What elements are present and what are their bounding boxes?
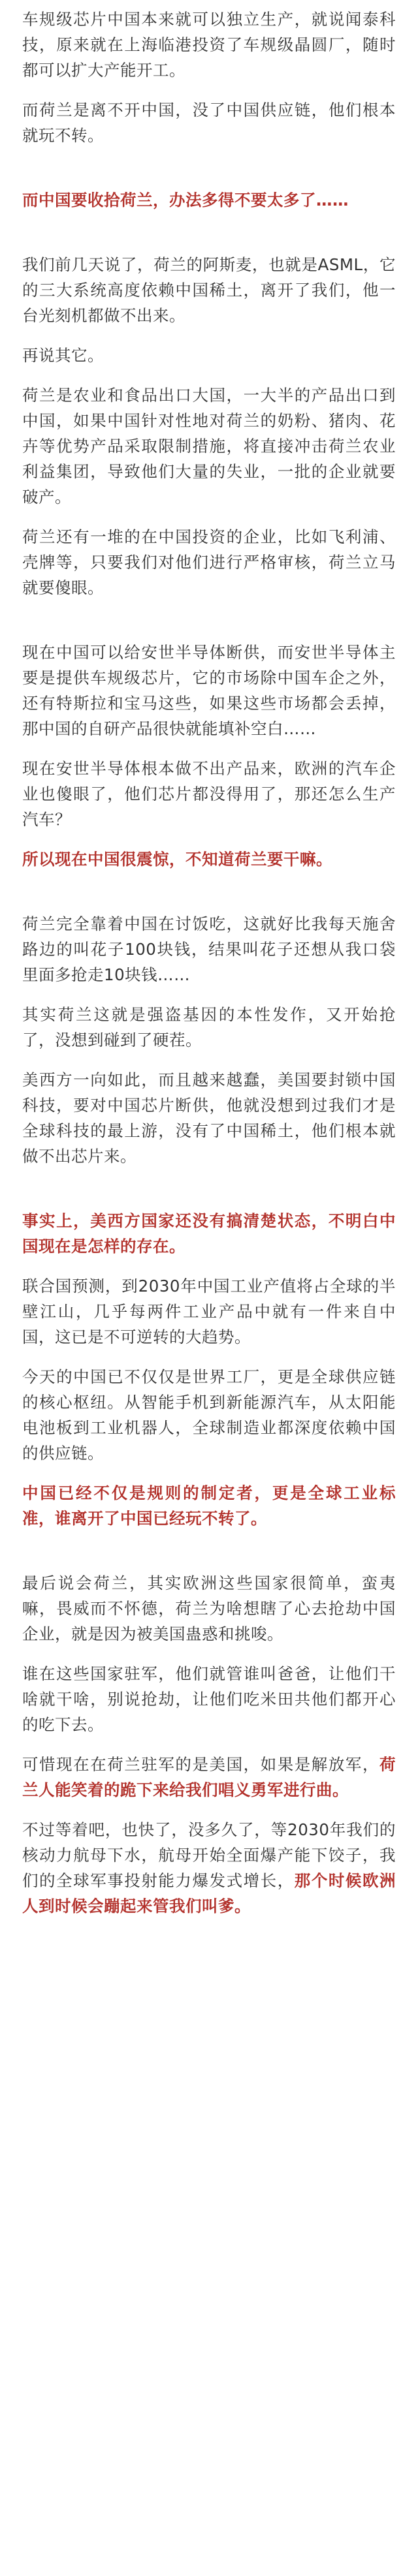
section-spacer	[22, 600, 396, 640]
paragraph-spacer	[22, 1053, 396, 1067]
highlight-heading: 中国已经不仅是规则的制定者，更是全球工业标准，谁离开了中国已经玩不转了。	[22, 1483, 396, 1528]
paragraph-spacer	[22, 1803, 396, 1817]
paragraph-spacer	[22, 987, 396, 1002]
highlight-inline: 荷兰人能笑着的跪下来给我们唱义勇军进行曲。	[22, 1755, 396, 1799]
paragraph-mixed	[22, 1817, 396, 1919]
paragraph-spacer	[22, 1737, 396, 1752]
paragraph: 其实荷兰这就是强盗基因的本性发作，又开始抢了，没想到碰到了硬茬。	[22, 1005, 396, 1049]
paragraph-spacer	[22, 368, 396, 382]
paragraph-spacer	[22, 1350, 396, 1364]
paragraph: 再说其它。	[22, 346, 104, 365]
paragraph-spacer	[22, 1647, 396, 1661]
paragraph: 车规级芯片中国本来就可以独立生产，就说闻泰科技，原来就在上海临港投资了车规级晶圆厂，随时都可以扩大产能开工。	[22, 10, 396, 80]
paragraph: 荷兰完全靠着中国在讨饭吃，这就好比我每天施舍路边的叫花子100块钱，结果叫花子还想从我口袋里面多抢走10块钱……	[22, 914, 396, 984]
highlight-heading: 所以现在中国很震惊，不知道荷兰要干嘛。	[22, 850, 332, 869]
paragraph: 今天的中国已不仅仅是世界工厂，更是全球供应链的核心枢纽。从智能手机到新能源汽车，从太阳能电池板到工业机器人，全球制造业都深度依赖中国的供应链。	[22, 1367, 396, 1463]
paragraph: 现在中国可以给安世半导体断供，而安世半导体主要是提供车规级芯片，它的市场除中国车企之外，还有特斯拉和宝马这些，如果这些市场都会丢掉，那中国的自研产品很快就能填补空白……	[22, 643, 396, 738]
section-spacer	[22, 1169, 396, 1208]
highlight-inline: 那个时候欧洲人到时候会蹦起来管我们叫爹。	[22, 1871, 396, 1916]
paragraph-spacer	[22, 832, 396, 846]
paragraph: 荷兰是农业和食品出口大国，一大半的产品出口到中国，如果中国针对性地对荷兰的奶粉、猪肉、花卉等优势产品采取限制措施，将直接冲击荷兰农业利益集团，导致他们大量的失业，一批的企业就要破产。	[22, 386, 396, 506]
paragraph-spacer	[22, 83, 396, 97]
section-spacer	[22, 1531, 396, 1570]
paragraph-spacer	[22, 1259, 396, 1273]
paragraph-text: 不过等着吧，也快了，没多久了，等2030年我们的核动力航母下水，航母开始全面爆产能下饺子，我们的全球军事投射能力爆发式增长，	[22, 1820, 396, 1890]
paragraph-spacer	[22, 741, 396, 756]
paragraph: 谁在这些国家驻军，他们就管谁叫爸爸，让他们干啥就干啥，别说抢劫，让他们吃米田共他们都开心的吃下去。	[22, 1664, 396, 1734]
paragraph: 而荷兰是离不开中国，没了中国供应链，他们根本就玩不转。	[22, 101, 396, 145]
section-spacer	[22, 872, 396, 911]
paragraph-spacer	[22, 510, 396, 524]
paragraph: 最后说会荷兰，其实欧洲这些国家很简单，蛮夷嘛，畏威而不怀德，荷兰为啥想瞎了心去抢劫中国企业，就是因为被美国蛊惑和挑唆。	[22, 1574, 396, 1643]
paragraph-spacer	[22, 328, 396, 343]
paragraph: 联合国预测，到2030年中国工业产值将占全球的半壁江山，几乎每两件工业产品中就有一件来自中国，这已是不可逆转的大趋势。	[22, 1277, 396, 1346]
paragraph-text: 可惜现在在荷兰驻军的是美国，如果是解放军，	[22, 1755, 379, 1774]
paragraph-spacer	[22, 1466, 396, 1480]
paragraph-mixed	[22, 1752, 396, 1803]
paragraph: 荷兰还有一堆的在中国投资的企业，比如飞利浦、壳牌等，只要我们对他们进行严格审核，荷兰立马就要傻眼。	[22, 527, 396, 597]
highlight-heading: 而中国要收拾荷兰，办法多得不要太多了……	[22, 191, 349, 209]
highlight-heading: 事实上，美西方国家还没有搞清楚状态，不明白中国现在是怎样的存在。	[22, 1211, 396, 1256]
section-spacer	[22, 148, 396, 187]
paragraph: 现在安世半导体根本做不出产品来，欧洲的汽车企业也傻眼了，他们芯片都没得用了，那还怎么生产汽车？	[22, 759, 396, 829]
paragraph: 我们前几天说了，荷兰的阿斯麦，也就是ASML，它的三大系统高度依赖中国稀土，离开了我们，他一台光刻机都做不出来。	[22, 255, 396, 325]
paragraph: 美西方一向如此，而且越来越蠢，美国要封锁中国科技，要对中国芯片断供，他就没想到过我们才是全球科技的最上游，没有了中国稀土，他们根本就做不出芯片来。	[22, 1070, 396, 1166]
section-spacer	[22, 213, 396, 252]
